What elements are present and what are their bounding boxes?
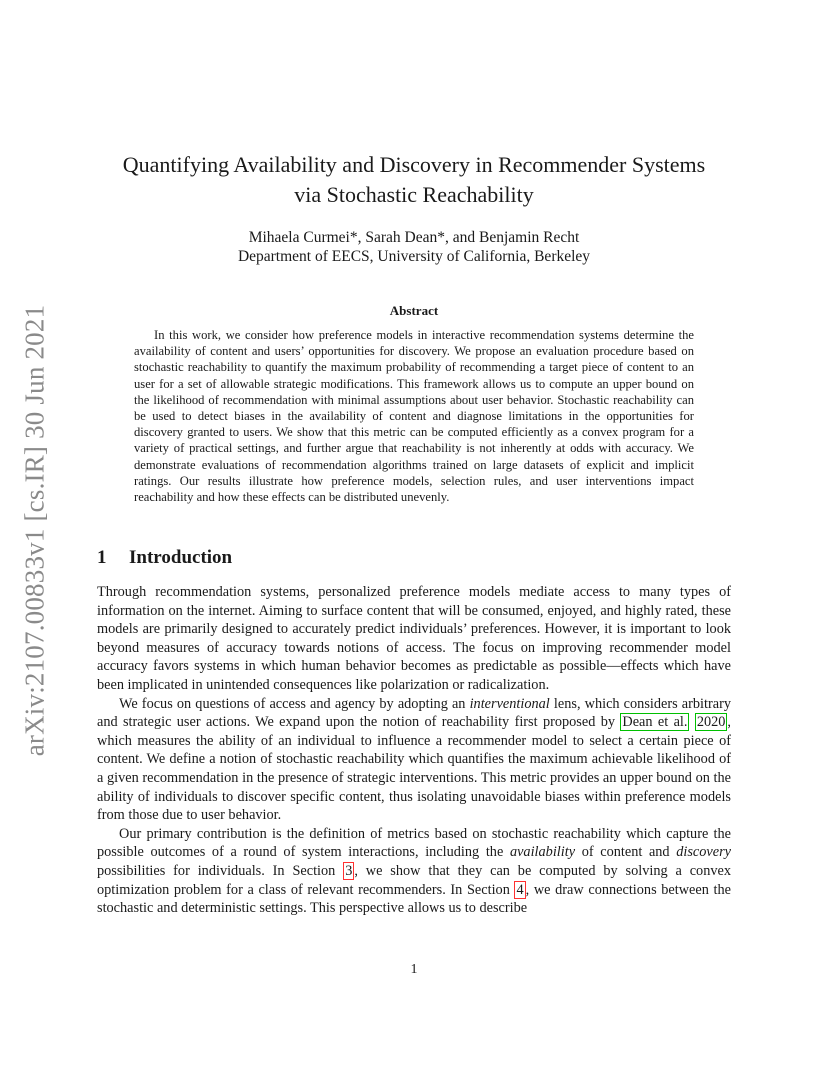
abstract-heading: Abstract bbox=[389, 303, 439, 318]
arxiv-id: arXiv:2107.00833v1 [cs.IR] 30 Jun 2021 bbox=[19, 304, 50, 756]
section-title: Introduction bbox=[129, 547, 233, 568]
citation-link-author[interactable]: Dean et al. bbox=[622, 714, 688, 731]
section-heading bbox=[97, 547, 232, 569]
title-line-2: via Stochastic Reachability bbox=[294, 182, 534, 207]
paragraph-2 bbox=[97, 695, 731, 825]
author-block bbox=[60, 228, 768, 266]
page-number: 1 bbox=[410, 962, 418, 977]
paragraph-2-text-b: lens, which considers arbitrary and strategic user actions. We expand upon the notion of reachability first proposed by bbox=[97, 695, 732, 731]
paragraph-3 bbox=[97, 825, 731, 918]
paper-title bbox=[60, 150, 768, 210]
body-text bbox=[97, 583, 731, 918]
arxiv-watermark bbox=[10, 300, 60, 760]
paragraph-3-text-e: , we draw connections between the stochastic and deterministic settings. This perspective allows us to describe bbox=[97, 881, 731, 917]
paragraph-3-text-a: Our primary contribution is the definition of metrics based on stochastic reachability which capture the possible outcomes of a round of system interactions, including the bbox=[97, 825, 731, 861]
abstract-text: In this work, we consider how preference models in interactive recommendation systems determine the availability of content and users’ opportunities for discovery. We propose an evaluation procedure based on stochastic reachability to quantify the maximum probability of recommending a target piece of content to an user for a set of allowable strategic modifications. This framework allows us to compute an upper bound on the likelihood of recommendation with minimal assumptions about user behavior. Stochastic reachability can be used to detect biases in the availability of content and diagnose limitations in the opportunities for discovery granted to users. We show that this metric can be computed efficiently as a convex program for a variety of practical settings, and further argue that reachability is not inherently at odds with accuracy. We demonstrate evaluations of recommendation algorithms trained on large datasets of explicit and implicit ratings. Our results illustrate how preference models, selection rules, and user interventions impact reachability and how these effects can be distributed unevenly. bbox=[134, 328, 694, 505]
paragraph-2-text-a: We focus on questions of access and agency by adopting an bbox=[119, 695, 470, 712]
paragraph-2-text-c: , which measures the ability of an individual to influence a recommender model to select a certain piece of content. We define a notion of stochastic reachability which quantifies the maximum achievable likelihood of a given recommendation in the presence of strategic interventions. This metric provides an upper bound on the ability of individuals to discover specific content, thus isolating unavoidable biases within preference models from those due to user behavior. bbox=[97, 714, 731, 824]
paragraph-3-text-b: of content and bbox=[575, 844, 677, 861]
section-number: 1 bbox=[97, 547, 107, 568]
emphasis-availability: availability bbox=[509, 844, 576, 861]
emphasis-interventional: interventional bbox=[469, 695, 550, 712]
author-names: Mihaela Curmei*, Sarah Dean*, and Benjamin Recht bbox=[248, 229, 580, 246]
citation-link-year[interactable]: 2020 bbox=[696, 714, 726, 731]
emphasis-discovery: discovery bbox=[676, 844, 731, 861]
section-ref-link-4[interactable]: 4 bbox=[516, 881, 524, 898]
section-ref-link-3[interactable]: 3 bbox=[345, 862, 353, 879]
affiliation: Department of EECS, University of California, Berkeley bbox=[237, 248, 591, 265]
paragraph-3-text-d: , we show that they can be computed by solving a convex optimization problem for a class of relevant recommenders. In Section bbox=[97, 862, 731, 898]
paragraph-1: Through recommendation systems, personalized preference models mediate access to many types of information on the internet. Aiming to surface content that will be consumed, enjoyed, and highly rated, these models are primarily designed to accurately predict individuals’ preferences. However, it is important to look beyond measures of accuracy towards notions of access. The focus on improving recommender model accuracy favors systems in which human behavior becomes as predictable as possible—effects which have been implicated in unintended consequences like polarization or radicalization. bbox=[97, 584, 731, 693]
paragraph-3-text-c: possibilities for individuals. In Section bbox=[97, 862, 344, 879]
title-line-1: Quantifying Availability and Discovery in Recommender Systems bbox=[122, 152, 706, 177]
